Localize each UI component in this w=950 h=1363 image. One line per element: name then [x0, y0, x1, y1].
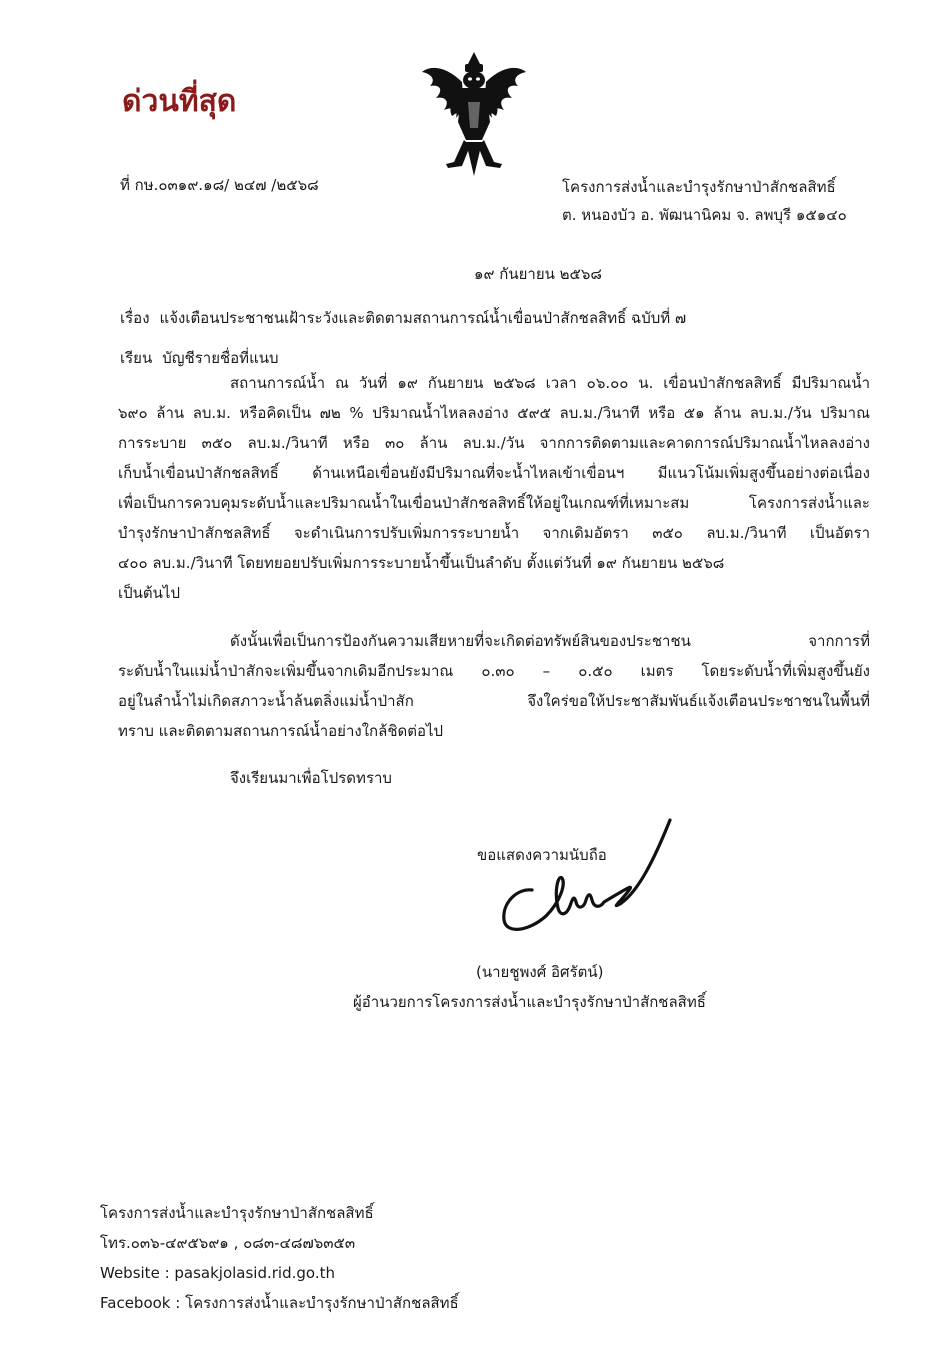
- paragraph-line: ดังนั้นเพื่อเป็นการป้องกันความเสียหายที่จะเกิดต่อทรัพย์สินของประชาชน จากการที่: [230, 632, 870, 650]
- footer-website[interactable]: Website : pasakjolasid.rid.go.th: [100, 1264, 335, 1282]
- respect-phrase: ขอแสดงความนับถือ: [477, 846, 607, 864]
- footer-contact: [100, 1198, 459, 1318]
- footer-phone: โทร.๐๓๖-๔๙๕๖๙๑ , ๐๘๓-๔๘๗๖๓๕๓: [100, 1234, 356, 1252]
- paragraph-line: ๖๙๐ ล้าน ลบ.ม. หรือคิดเป็น ๗๒ % ปริมาณน้ำไหลลงอ่าง ๕๙๕ ลบ.ม./วินาที หรือ ๕๑ ล้าน ลบ.ม./วัน ปริมาณ: [118, 404, 870, 422]
- paragraph-line: บำรุงรักษาป่าสักชลสิทธิ์ จะดำเนินการปรับเพิ่มการระบายน้ำ จากเดิมอัตรา ๓๕๐ ลบ.ม./วินาที เป็นอัตรา: [118, 524, 870, 542]
- closing-line: จึงเรียนมาเพื่อโปรดทราบ: [230, 769, 392, 787]
- paragraph-line: ทราบ และติดตามสถานการณ์น้ำอย่างใกล้ชิดต่อไป: [118, 722, 444, 740]
- sender-address-block: [562, 173, 847, 229]
- paragraph-line: การระบาย ๓๕๐ ลบ.ม./วินาที หรือ ๓๐ ล้าน ลบ.ม./วัน จากการติดตามและคาดการณ์ปริมาณน้ำไหลลงอ่าง: [118, 434, 870, 452]
- subject-text: แจ้งเตือนประชาชนเฝ้าระวังและติดตามสถานการณ์น้ำเขื่อนป่าสักชลสิทธิ์ ฉบับที่ ๗: [159, 309, 687, 327]
- paragraph-line: ระดับน้ำในแม่น้ำป่าสักจะเพิ่มขึ้นจากเดิมอีกประมาณ ๐.๓๐ – ๐.๕๐ เมตร โดยระดับน้ำที่เพิ่มสูงขึ้นยัง: [118, 662, 870, 680]
- body-paragraph-1: [118, 368, 870, 608]
- signatory-title: ผู้อำนวยการโครงการส่งน้ำและบำรุงรักษาป่าสักชลสิทธิ์: [353, 993, 706, 1011]
- sender-org-name: โครงการส่งน้ำและบำรุงรักษาป่าสักชลสิทธิ์: [562, 178, 836, 196]
- sender-address: ต. หนองบัว อ. พัฒนานิคม จ. ลพบุรี ๑๕๑๔๐: [562, 206, 847, 224]
- document-number: ที่ กษ.๐๓๑๙.๑๘/ ๒๔๗ /๒๕๖๘: [120, 176, 319, 194]
- paragraph-line: ๔๐๐ ลบ.ม./วินาที โดยทยอยปรับเพิ่มการระบายน้ำขึ้นเป็นลำดับ ตั้งแต่วันที่ ๑๙ กันยายน ๒๕๖๘: [118, 554, 725, 572]
- paragraph-line: เป็นต้นไป: [118, 584, 180, 602]
- subject-label: เรื่อง: [120, 309, 150, 327]
- urgency-label: ด่วนที่สุด: [122, 84, 237, 119]
- footer-org: โครงการส่งน้ำและบำรุงรักษาป่าสักชลสิทธิ์: [100, 1204, 374, 1222]
- paragraph-line: สถานการณ์น้ำ ณ วันที่ ๑๙ กันยายน ๒๕๖๘ เวลา ๐๖.๐๐ น. เขื่อนป่าสักชลสิทธิ์ มีปริมาณน้ำ: [230, 374, 870, 392]
- paragraph-line: เพื่อเป็นการควบคุมระดับน้ำและปริมาณน้ำในเขื่อนป่าสักชลสิทธิ์ให้อยู่ในเกณฑ์ที่เหมาะสม โครงการส่งน้ำและ: [118, 494, 870, 512]
- recipient-text: บัญชีรายชื่อที่แนบ: [162, 349, 279, 367]
- subject-line: [120, 306, 686, 330]
- recipient-line: [120, 346, 279, 370]
- paragraph-line: อยู่ในลำน้ำไม่เกิดสภาวะน้ำล้นตลิ่งแม่น้ำป่าสัก จึงใคร่ขอให้ประชาสัมพันธ์แจ้งเตือนประชาชนในพื้นที่: [118, 692, 870, 710]
- garuda-emblem-icon: [418, 50, 530, 178]
- recipient-label: เรียน: [120, 349, 153, 367]
- paragraph-line: เก็บน้ำเขื่อนป่าสักชลสิทธิ์ ด้านเหนือเขื่อนยังมีปริมาณที่จะน้ำไหลเข้าเขื่อนฯ มีแนวโน้มเพิ่มสูงขึ้นอย่างต่อเนื่อง: [118, 464, 870, 482]
- footer-facebook[interactable]: Facebook : โครงการส่งน้ำและบำรุงรักษาป่าสักชลสิทธิ์: [100, 1294, 459, 1312]
- body-paragraph-2: [118, 626, 870, 746]
- signatory-name: (นายชูพงศ์ อิศรัตน์): [476, 963, 604, 981]
- handwritten-signature: [488, 812, 678, 942]
- letter-date: ๑๙ กันยายน ๒๕๖๘: [474, 265, 602, 283]
